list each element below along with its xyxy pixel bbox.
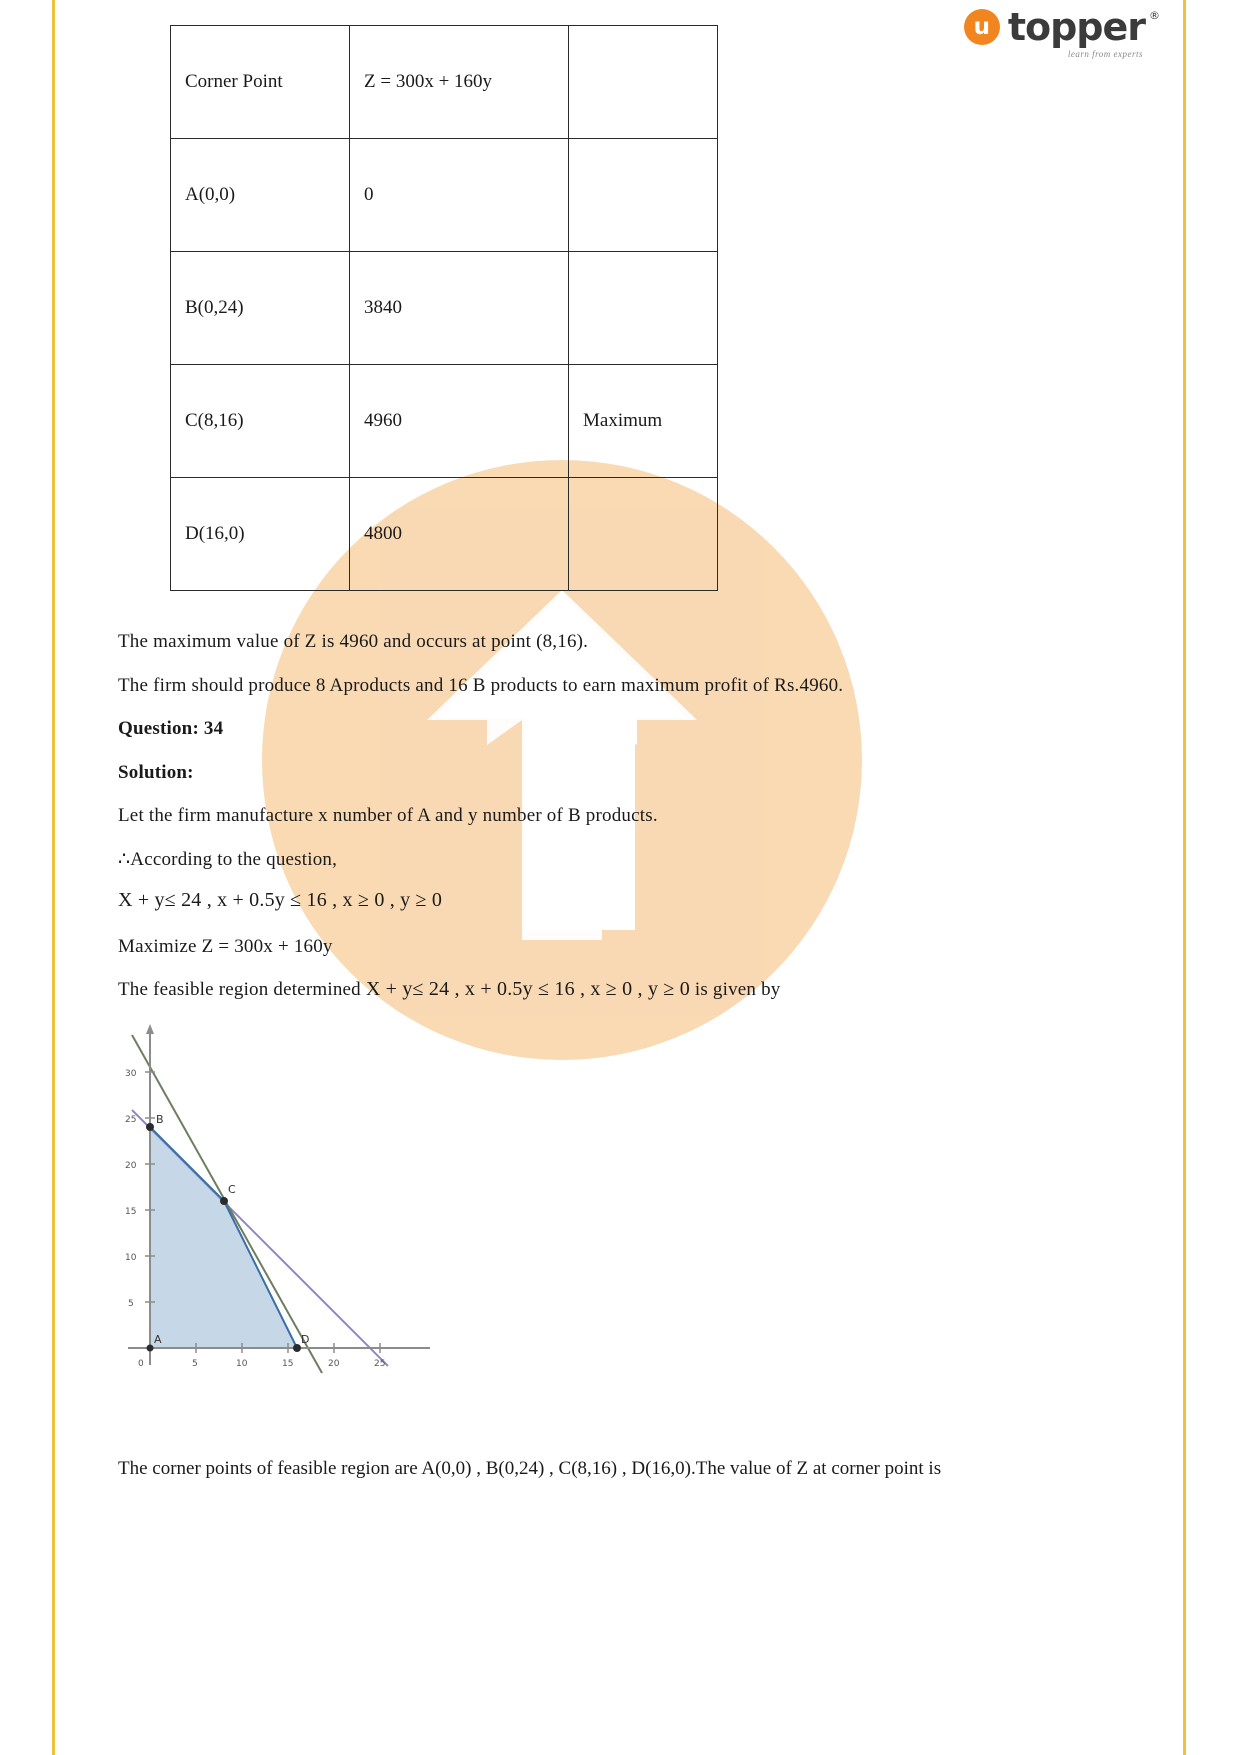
question-label: Question: 34 — [118, 718, 224, 739]
table-cell-value: 4800 — [350, 478, 569, 591]
table-cell-point: D(16,0) — [171, 478, 350, 591]
problem-setup-line: Let the firm manufacture x number of A and y number of B products. — [118, 805, 658, 826]
svg-text:10: 10 — [236, 1359, 248, 1369]
solution-label: Solution: — [118, 762, 194, 783]
table-cell-point: C(8,16) — [171, 365, 350, 478]
svg-text:30: 30 — [125, 1069, 137, 1079]
registered-mark: ® — [1149, 9, 1159, 22]
svg-text:20: 20 — [328, 1359, 340, 1369]
max-value-statement: The maximum value of Z is 4960 and occurs at point (8,16). — [118, 631, 589, 652]
table-row — [171, 365, 718, 478]
feasible-region-prefix: The feasible region determined — [118, 979, 361, 1000]
feasible-region-suffix: is given by — [694, 979, 781, 1000]
table-cell-note: Maximum — [569, 365, 718, 478]
svg-text:5: 5 — [192, 1359, 198, 1369]
svg-text:C: C — [228, 1183, 236, 1196]
svg-text:20: 20 — [125, 1161, 137, 1171]
table-row — [171, 252, 718, 365]
table-cell-note — [569, 139, 718, 252]
table-row — [171, 478, 718, 591]
corner-points-summary: The corner points of feasible region are A(0,0) , B(0,24) , C(8,16) , D(16,0).The value of Z at corner point is — [118, 1458, 942, 1479]
logo-wordmark — [1007, 5, 1159, 59]
table-header-cell: Z = 300x + 160y — [350, 26, 569, 139]
logo-tagline: learn from experts — [1067, 49, 1143, 59]
table-cell-value: 3840 — [350, 252, 569, 365]
table-header-cell: Corner Point — [171, 26, 350, 139]
svg-text:25: 25 — [125, 1115, 137, 1125]
objective-function-line: Maximize Z = 300x + 160y — [118, 936, 333, 957]
logo-mark-icon: u — [964, 9, 1000, 45]
table-cell-value: 4960 — [350, 365, 569, 478]
table-header-cell — [569, 26, 718, 139]
feasible-region-polygon — [150, 1127, 297, 1348]
svg-text:10: 10 — [125, 1253, 137, 1263]
feasible-region-constraints: X + y≤ 24 , x + 0.5y ≤ 16 , x ≥ 0 , y ≥ 0 — [365, 978, 690, 1000]
svg-text:5: 5 — [128, 1299, 134, 1309]
table-cell-point: B(0,24) — [171, 252, 350, 365]
table-cell-value: 0 — [350, 139, 569, 252]
svg-text:B: B — [156, 1113, 164, 1126]
feasible-region-graph — [110, 1010, 440, 1390]
table-cell-point: A(0,0) — [171, 139, 350, 252]
svg-text:0: 0 — [138, 1359, 144, 1369]
table-cell-note — [569, 252, 718, 365]
profit-statement: The firm should produce 8 Aproducts and 16 B products to earn maximum profit of Rs.4960. — [118, 675, 844, 696]
according-to-question-line: ∴According to the question, — [118, 849, 338, 870]
svg-text:15: 15 — [282, 1359, 294, 1369]
table-row — [171, 139, 718, 252]
y-axis-arrow-icon — [146, 1024, 154, 1034]
corner-point-table — [170, 25, 718, 591]
logo-wordmark-text: topper — [1007, 5, 1145, 49]
svg-text:D: D — [301, 1333, 310, 1346]
constraints-line: X + y≤ 24 , x + 0.5y ≤ 16 , x ≥ 0 , y ≥ 0 — [118, 889, 443, 911]
table-header-row — [171, 26, 718, 139]
svg-text:A: A — [154, 1333, 162, 1346]
topper-logo — [964, 5, 1159, 59]
svg-text:15: 15 — [125, 1207, 137, 1217]
feasible-region-line — [118, 975, 780, 1004]
svg-text:25: 25 — [374, 1359, 386, 1369]
graph-svg — [110, 1010, 440, 1390]
table-cell-note — [569, 478, 718, 591]
